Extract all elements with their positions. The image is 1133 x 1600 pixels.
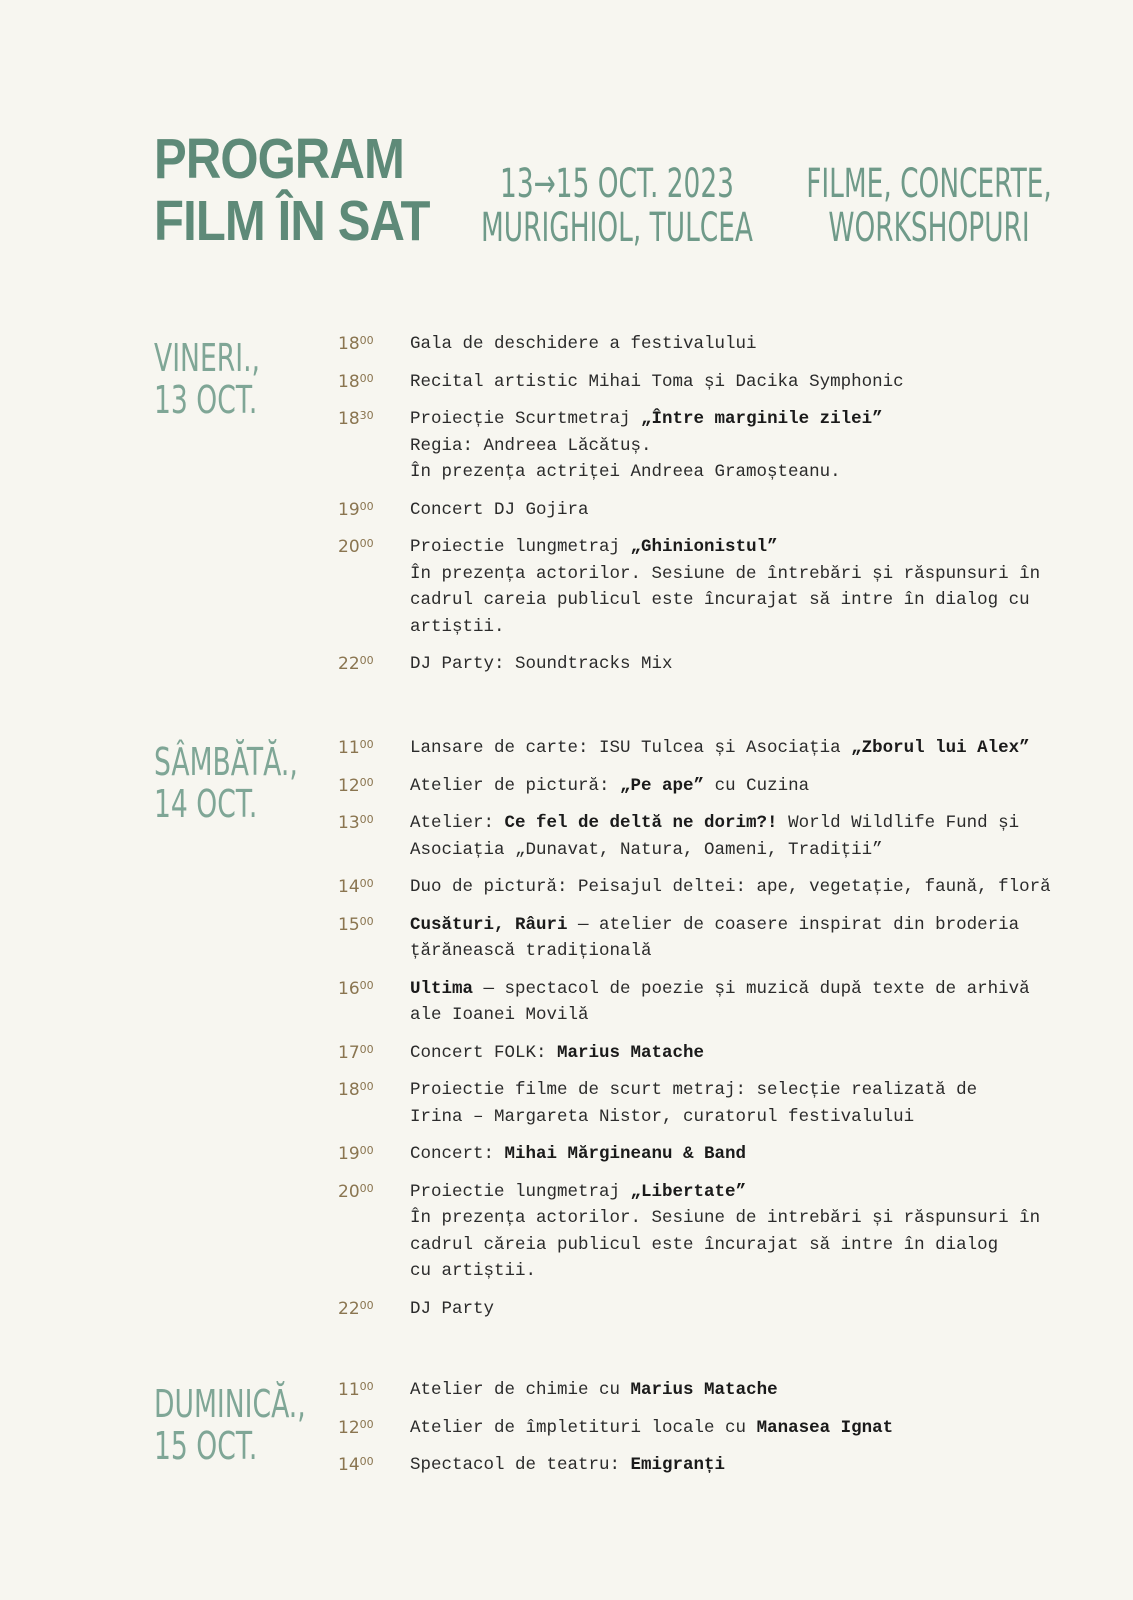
event-minutes: 00 <box>359 738 374 751</box>
event-hour: 16 <box>338 978 360 999</box>
highlighted-name: Manasea Ignat <box>756 1417 894 1438</box>
event-minutes: 00 <box>359 1380 374 1393</box>
event-hour: 14 <box>338 1455 360 1475</box>
description-text: În prezența actorilor. Sesiune de întrebări și răspunsuri în <box>410 563 1041 584</box>
event-minutes: 00 <box>359 1417 374 1431</box>
description-line <box>410 1415 1040 1442</box>
highlighted-name: Ultima <box>410 978 474 999</box>
event-time <box>338 1296 374 1322</box>
event-minutes: 00 <box>359 775 374 789</box>
event-minutes: 00 <box>359 1298 374 1312</box>
description-text: Proiectie lungmetraj <box>410 1181 631 1202</box>
day-date: 14 OCT. <box>154 782 258 826</box>
description-text: Concert: <box>410 1144 505 1164</box>
description-line <box>410 912 1040 939</box>
highlighted-name: Marius Matache <box>630 1380 778 1400</box>
description-text: Proiectie filme de scurt metraj: selecție realizată de <box>410 1080 978 1100</box>
event-time <box>338 1077 374 1103</box>
schedule-entry <box>0 331 1133 358</box>
event-description <box>410 1415 1040 1442</box>
schedule-entry <box>0 735 1133 762</box>
description-line <box>410 874 1051 901</box>
description-text: — spectacol de poezie și muzică după texte de arhivă <box>473 978 1030 999</box>
description-text: artiștii. <box>410 616 505 637</box>
event-description <box>410 1377 1040 1404</box>
highlighted-name: „Libertate” <box>630 1181 747 1202</box>
description-line <box>410 773 1040 800</box>
description-text: ale Ioanei Movilă <box>410 1005 589 1025</box>
event-time <box>338 406 374 432</box>
event-minutes: 00 <box>359 1455 374 1468</box>
schedule-entry <box>0 1296 1133 1323</box>
title-line-1: PROGRAM <box>154 127 404 191</box>
event-description <box>410 497 1040 524</box>
description-line <box>410 837 1040 864</box>
event-hour: 18 <box>338 334 360 354</box>
event-time <box>338 810 374 836</box>
page-title <box>154 128 430 252</box>
description-text: — atelier de coasere inspirat din broderia <box>567 914 1020 935</box>
event-minutes: 00 <box>359 654 374 667</box>
highlighted-name: Marius Matache <box>557 1042 705 1063</box>
description-text: Irina – Margareta Nistor, curatorul festivalului <box>410 1106 915 1127</box>
event-description <box>410 1077 1040 1130</box>
event-hour: 22 <box>338 1298 360 1319</box>
event-description <box>410 912 1040 965</box>
schedule-entry <box>0 534 1133 640</box>
event-description <box>410 1179 1040 1285</box>
event-time <box>338 976 374 1002</box>
event-hour: 20 <box>338 537 360 557</box>
description-line <box>410 561 1040 588</box>
description-line <box>410 1258 1040 1285</box>
event-time <box>338 1040 374 1066</box>
highlighted-name: „Ghinionistul” <box>630 537 778 557</box>
festival-dates-location <box>468 162 766 250</box>
schedule-entry <box>0 1415 1133 1442</box>
highlighted-name: „Între marginile zilei” <box>641 409 883 429</box>
event-time <box>338 1377 374 1403</box>
event-hour: 20 <box>338 1181 360 1202</box>
day-name: SÂMBĂTĂ., <box>154 740 298 784</box>
description-line <box>410 534 1040 561</box>
event-description <box>410 331 1040 358</box>
description-line <box>410 331 1040 358</box>
event-list <box>0 735 1133 1333</box>
description-text: Recital artistic Mihai Toma și Dacika Symphonic <box>410 371 904 392</box>
description-line <box>410 1002 1040 1029</box>
event-description <box>410 735 1040 762</box>
highlighted-name: „Pe ape” <box>620 775 705 796</box>
event-minutes: 00 <box>359 813 374 826</box>
description-text: Atelier de împletituri locale cu <box>410 1417 757 1438</box>
description-line <box>410 369 1040 396</box>
event-minutes: 00 <box>359 334 374 347</box>
day-name: VINERI., <box>154 336 260 380</box>
description-text: Concert FOLK: <box>410 1042 558 1063</box>
description-text: În prezența actorilor. Sesiune de intrebări și răspunsuri în <box>410 1208 1041 1228</box>
schedule-entry <box>0 1040 1133 1067</box>
schedule-entry <box>0 1377 1133 1404</box>
event-time <box>338 912 374 938</box>
event-description <box>410 773 1040 800</box>
event-hour: 13 <box>338 813 360 833</box>
description-text: Concert DJ Gojira <box>410 499 589 520</box>
event-minutes: 00 <box>359 1042 374 1056</box>
description-line <box>410 433 1040 460</box>
event-time <box>338 1141 374 1167</box>
event-hour: 12 <box>338 775 360 796</box>
event-description <box>410 810 1040 863</box>
description-line <box>410 614 1040 641</box>
event-minutes: 00 <box>359 914 374 928</box>
description-line <box>410 651 1040 678</box>
event-hour: 12 <box>338 1417 360 1438</box>
description-line <box>410 1179 1040 1206</box>
description-text: cu artiștii. <box>410 1261 537 1281</box>
event-time <box>338 1179 374 1205</box>
schedule-entry <box>0 651 1133 678</box>
event-hour: 11 <box>338 738 360 758</box>
event-time <box>338 369 374 395</box>
description-line <box>410 938 1040 965</box>
description-text: țărănească tradițională <box>410 941 652 961</box>
description-line <box>410 587 1040 614</box>
schedule-entry <box>0 976 1133 1029</box>
day-date: 15 OCT. <box>154 1424 258 1468</box>
event-time <box>338 497 374 523</box>
schedule-entry <box>0 1141 1133 1168</box>
event-minutes: 00 <box>359 1080 374 1093</box>
description-line <box>410 976 1040 1003</box>
event-description <box>410 406 1040 486</box>
event-minutes: 00 <box>359 1181 374 1195</box>
festival-dates: 13→15 OCT. 2023 <box>500 161 734 207</box>
description-line <box>410 1205 1040 1232</box>
highlighted-name: Cusături, Râuri <box>410 914 568 935</box>
event-time <box>338 534 374 560</box>
description-text: Atelier de pictură: <box>410 775 621 796</box>
schedule-entry <box>0 1077 1133 1130</box>
description-line <box>410 1296 1040 1323</box>
description-text: cadrul careia publicul este încurajat să intre în dialog cu <box>410 590 1030 610</box>
event-time <box>338 651 374 677</box>
event-hour: 19 <box>338 1144 360 1164</box>
description-text: Spectacol de teatru: <box>410 1455 631 1475</box>
description-line <box>410 1104 1040 1131</box>
description-text: Duo de pictură: Peisajul deltei: ape, vegetație, faună, floră <box>410 877 1051 897</box>
description-text: Regia: Andreea Lăcătuș. <box>410 435 652 456</box>
description-line <box>410 1077 1040 1104</box>
event-hour: 17 <box>338 1042 360 1063</box>
description-text: În prezența actriței Andreea Gramoșteanu. <box>410 462 841 482</box>
highlighted-name: Ce fel de deltă ne dorim?! <box>504 813 778 833</box>
highlighted-name: Emigranți <box>630 1455 726 1475</box>
event-hour: 15 <box>338 914 360 935</box>
schedule-entry <box>0 406 1133 486</box>
description-line <box>410 1232 1040 1259</box>
event-time <box>338 1415 374 1441</box>
event-time <box>338 735 374 761</box>
description-text: Asociația „Dunavat, Natura, Oameni, Tradiții” <box>410 839 883 860</box>
event-description <box>410 1141 1040 1168</box>
schedule-entry <box>0 369 1133 396</box>
event-description <box>410 1452 1040 1479</box>
event-minutes: 00 <box>359 978 374 992</box>
event-hour: 18 <box>338 371 360 392</box>
event-list <box>0 1377 1133 1490</box>
event-time <box>338 1452 374 1478</box>
schedule-entry <box>0 497 1133 524</box>
day-date: 13 OCT. <box>154 378 258 422</box>
schedule-entry <box>0 1179 1133 1285</box>
title-line-2: FILM ÎN SAT <box>154 189 430 253</box>
festival-location: MURIGHIOL, TULCEA <box>481 205 753 251</box>
highlighted-name: „Zborul lui Alex” <box>851 738 1030 758</box>
event-hour: 14 <box>338 877 360 897</box>
event-hour: 22 <box>338 654 360 674</box>
description-text: cadrul căreia publicul este încurajat să intre în dialog <box>410 1234 999 1255</box>
description-text: Proiectie lungmetraj <box>410 537 631 557</box>
festival-event-types <box>780 162 1078 250</box>
schedule-entry <box>0 773 1133 800</box>
description-text: Gala de deschidere a festivalului <box>410 334 757 354</box>
description-line <box>410 459 1040 486</box>
event-description <box>410 534 1040 640</box>
event-description <box>410 1040 1040 1067</box>
description-text: DJ Party: Soundtracks Mix <box>410 654 673 674</box>
schedule-entry <box>0 810 1133 863</box>
description-line <box>410 1377 1040 1404</box>
event-hour: 18 <box>338 409 360 429</box>
event-hour: 18 <box>338 1080 360 1100</box>
event-minutes: 00 <box>359 537 374 550</box>
event-minutes: 00 <box>359 499 374 513</box>
event-types-line-2: WORKSHOPURI <box>828 205 1030 251</box>
event-hour: 19 <box>338 499 360 520</box>
event-minutes: 00 <box>359 371 374 385</box>
description-text: Lansare de carte: ISU Tulcea și Asociația <box>410 738 852 758</box>
description-line <box>410 1141 1040 1168</box>
event-description <box>410 874 1051 901</box>
description-text: Atelier: <box>410 813 505 833</box>
schedule-entry <box>0 912 1133 965</box>
description-text: DJ Party <box>410 1298 495 1319</box>
event-list <box>0 331 1133 689</box>
description-text: World Wildlife Fund și <box>777 813 1020 833</box>
description-line <box>410 810 1040 837</box>
event-time <box>338 874 374 900</box>
description-text: Atelier de chimie cu <box>410 1380 631 1400</box>
description-text: Proiecție Scurtmetraj <box>410 409 642 429</box>
event-minutes: 30 <box>359 409 374 422</box>
description-line <box>410 1040 1040 1067</box>
description-line <box>410 735 1040 762</box>
description-line <box>410 406 1040 433</box>
description-line <box>410 497 1040 524</box>
event-description <box>410 369 1040 396</box>
day-name: DUMINICĂ., <box>154 1382 306 1426</box>
description-line <box>410 1452 1040 1479</box>
event-time <box>338 331 374 357</box>
event-types-line-1: FILME, CONCERTE, <box>806 161 1052 207</box>
schedule-entry <box>0 874 1133 901</box>
event-description <box>410 1296 1040 1323</box>
event-description <box>410 976 1040 1029</box>
event-description <box>410 651 1040 678</box>
event-minutes: 00 <box>359 1144 374 1157</box>
event-time <box>338 773 374 799</box>
schedule-entry <box>0 1452 1133 1479</box>
event-minutes: 00 <box>359 877 374 890</box>
description-text: cu Cuzina <box>704 775 810 796</box>
highlighted-name: Mihai Mărgineanu & Band <box>504 1144 747 1164</box>
event-hour: 11 <box>338 1380 360 1400</box>
